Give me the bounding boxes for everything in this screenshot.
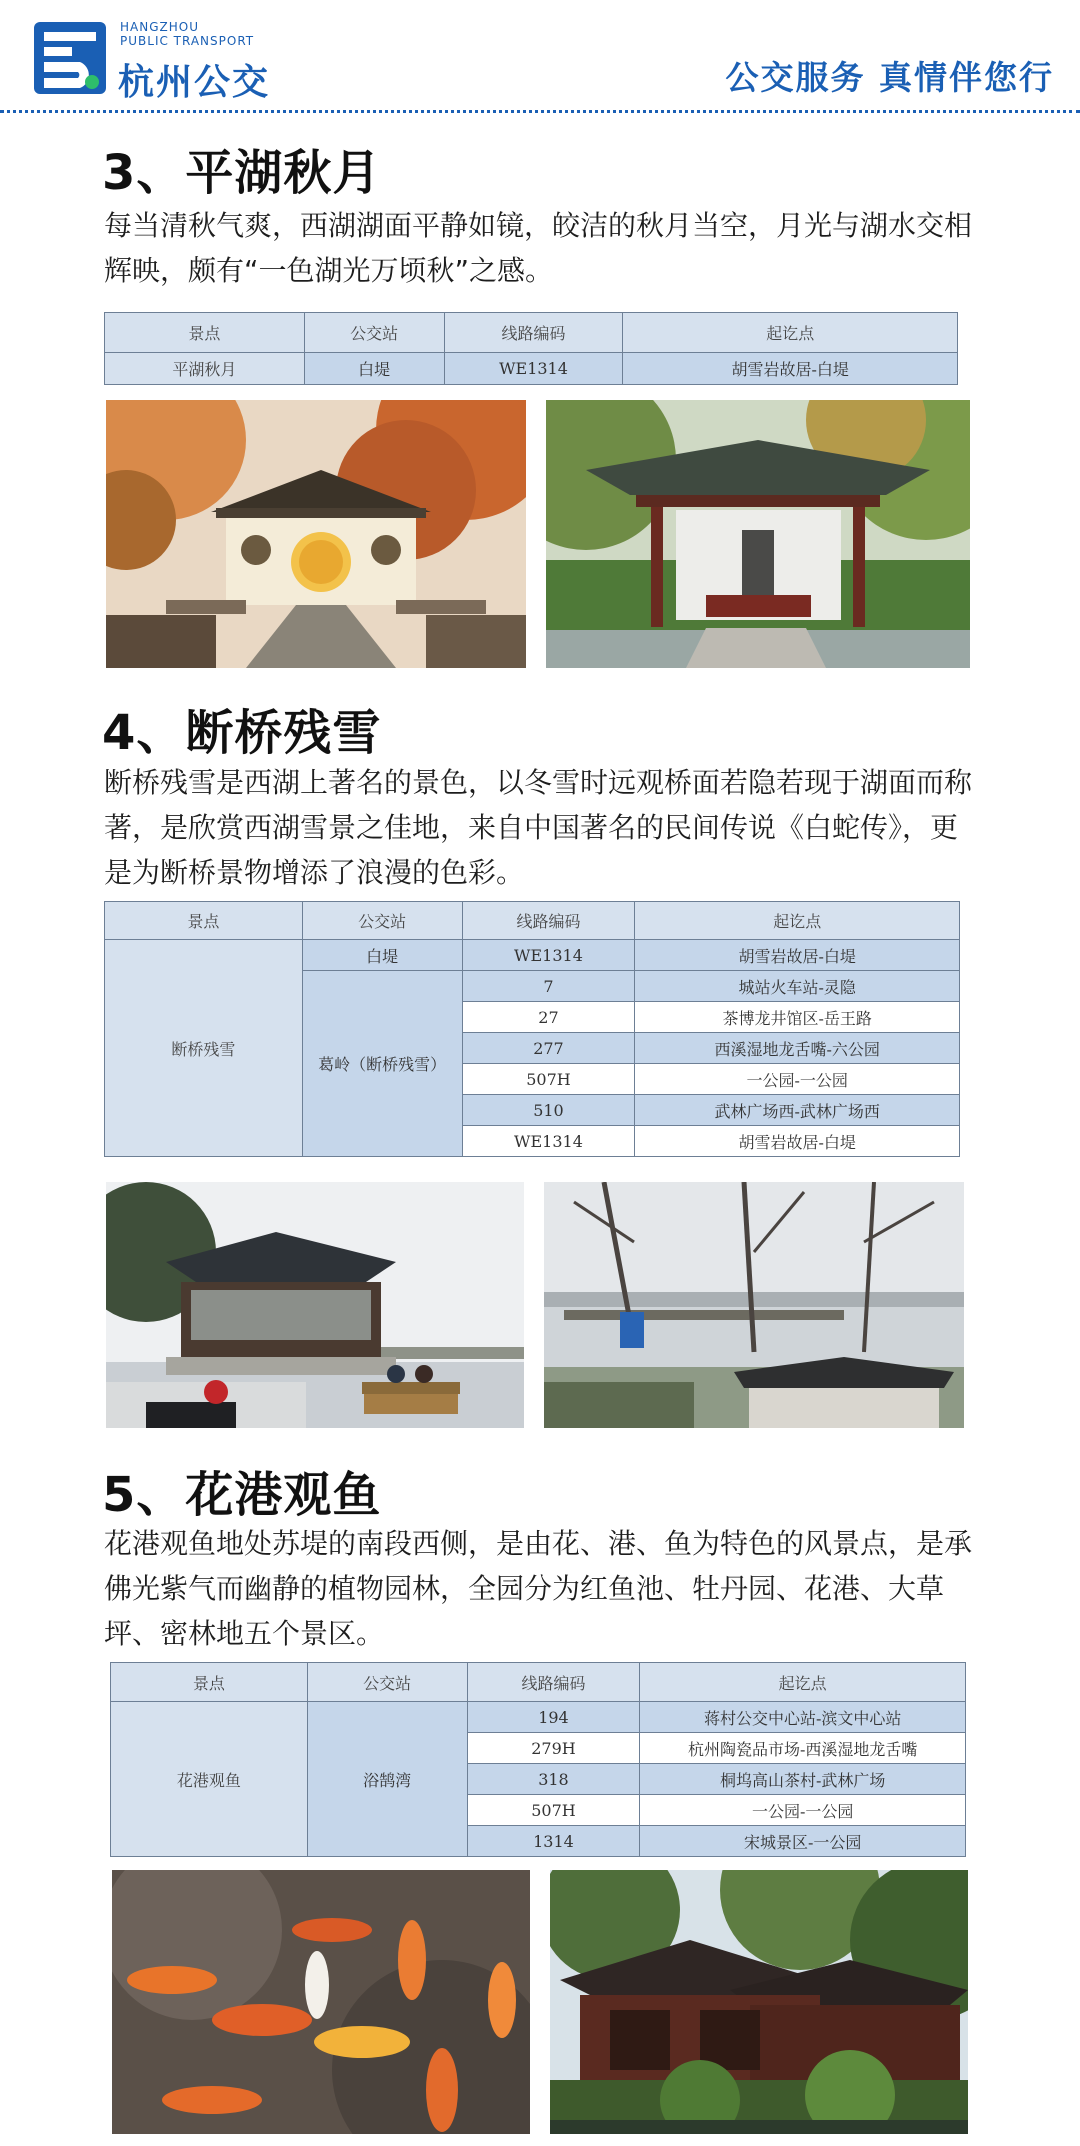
endpoints-cell: 武林广场西-武林广场西 — [635, 1095, 960, 1126]
section-paragraph: 花港观鱼地处苏堤的南段西侧，是由花、港、鱼为特色的风景点，是承佛光紫气而幽静的植物园林，全园分为红鱼池、牡丹园、花港、大草坪、密林地五个景区。 — [104, 1527, 973, 1650]
header-divider — [0, 110, 1080, 113]
stop-cell: 白堤 — [304, 353, 444, 385]
spot-cell: 花港观鱼 — [111, 1702, 308, 1857]
route-code-cell: 194 — [467, 1702, 640, 1733]
table-header: 线路编码 — [467, 1663, 640, 1702]
table-header: 线路编码 — [462, 902, 635, 940]
endpoints-cell: 一公园-一公园 — [640, 1795, 966, 1826]
brand-chinese-name: 杭州公交 — [118, 62, 271, 103]
section-paragraph: 每当清秋气爽，西湖湖面平静如镜，皎洁的秋月当空，月光与湖水交相辉映，颇有“一色湖光万顷秋”之感。 — [104, 209, 973, 287]
route-code-cell: 279H — [467, 1733, 640, 1764]
endpoints-cell: 一公园-一公园 — [635, 1064, 960, 1095]
photo-autumn-pavilion — [106, 400, 526, 668]
table-header: 起讫点 — [635, 902, 960, 940]
hangzhou-public-transport-logo-icon — [34, 22, 106, 94]
section-title: 4、断桥残雪 — [102, 705, 382, 761]
endpoints-cell: 杭州陶瓷品市场-西溪湿地龙舌嘴 — [640, 1733, 966, 1764]
endpoints-cell: 胡雪岩故居-白堤 — [623, 353, 958, 385]
photo-koi-pond — [112, 1870, 530, 2134]
route-code-cell: 318 — [467, 1764, 640, 1795]
endpoints-cell: 西溪湿地龙舌嘴-六公园 — [635, 1033, 960, 1064]
endpoints-cell: 桐坞高山茶村-武林广场 — [640, 1764, 966, 1795]
route-code-cell: 27 — [462, 1002, 635, 1033]
stop-cell: 浴鹄湾 — [307, 1702, 467, 1857]
route-table — [110, 1662, 966, 1857]
photo-garden-pavilion — [550, 1870, 968, 2134]
spot-cell: 平湖秋月 — [105, 353, 305, 385]
table-header: 景点 — [105, 313, 305, 353]
section-title: 5、花港观鱼 — [102, 1467, 382, 1523]
stop-cell: 葛岭（断桥残雪） — [302, 971, 462, 1157]
section-title: 3、平湖秋月 — [102, 145, 382, 201]
table-header: 公交站 — [307, 1663, 467, 1702]
route-code-cell: 1314 — [467, 1826, 640, 1857]
page-header — [0, 0, 1080, 112]
header-slogan: 公交服务 真情伴您行 — [725, 58, 1054, 97]
section-paragraph: 断桥残雪是西湖上著名的景色，以冬雪时远观桥面若隐若现于湖面而称著，是欣赏西湖雪景之佳地，来自中国著名的民间传说《白蛇传》，更是为断桥景物增添了浪漫的色彩。 — [104, 766, 973, 889]
photo-broken-bridge — [544, 1182, 964, 1428]
route-code-cell: WE1314 — [444, 353, 623, 385]
route-code-cell: 510 — [462, 1095, 635, 1126]
brand-english-name: HANGZHOU PUBLIC TRANSPORT — [120, 20, 255, 48]
photo-stele-pavilion — [546, 400, 970, 668]
table-header: 公交站 — [302, 902, 462, 940]
route-code-cell: 7 — [462, 971, 635, 1002]
endpoints-cell: 茶博龙井馆区-岳王路 — [635, 1002, 960, 1033]
table-header: 公交站 — [304, 313, 444, 353]
table-header: 起讫点 — [640, 1663, 966, 1702]
endpoints-cell: 宋城景区-一公园 — [640, 1826, 966, 1857]
route-table — [104, 901, 960, 1157]
endpoints-cell: 蒋村公交中心站-滨文中心站 — [640, 1702, 966, 1733]
table-header: 线路编码 — [444, 313, 623, 353]
endpoints-cell: 城站火车站-灵隐 — [635, 971, 960, 1002]
endpoints-cell: 胡雪岩故居-白堤 — [635, 1126, 960, 1157]
endpoints-cell: 胡雪岩故居-白堤 — [635, 940, 960, 971]
route-code-cell: 277 — [462, 1033, 635, 1064]
stop-cell: 白堤 — [302, 940, 462, 971]
table-header: 景点 — [105, 902, 303, 940]
spot-cell: 断桥残雪 — [105, 940, 303, 1157]
route-table — [104, 312, 958, 385]
route-code-cell: WE1314 — [462, 1126, 635, 1157]
route-code-cell: 507H — [467, 1795, 640, 1826]
route-code-cell: WE1314 — [462, 940, 635, 971]
table-header: 景点 — [111, 1663, 308, 1702]
route-code-cell: 507H — [462, 1064, 635, 1095]
table-header: 起讫点 — [623, 313, 958, 353]
photo-lakeside-pavilion — [106, 1182, 524, 1428]
